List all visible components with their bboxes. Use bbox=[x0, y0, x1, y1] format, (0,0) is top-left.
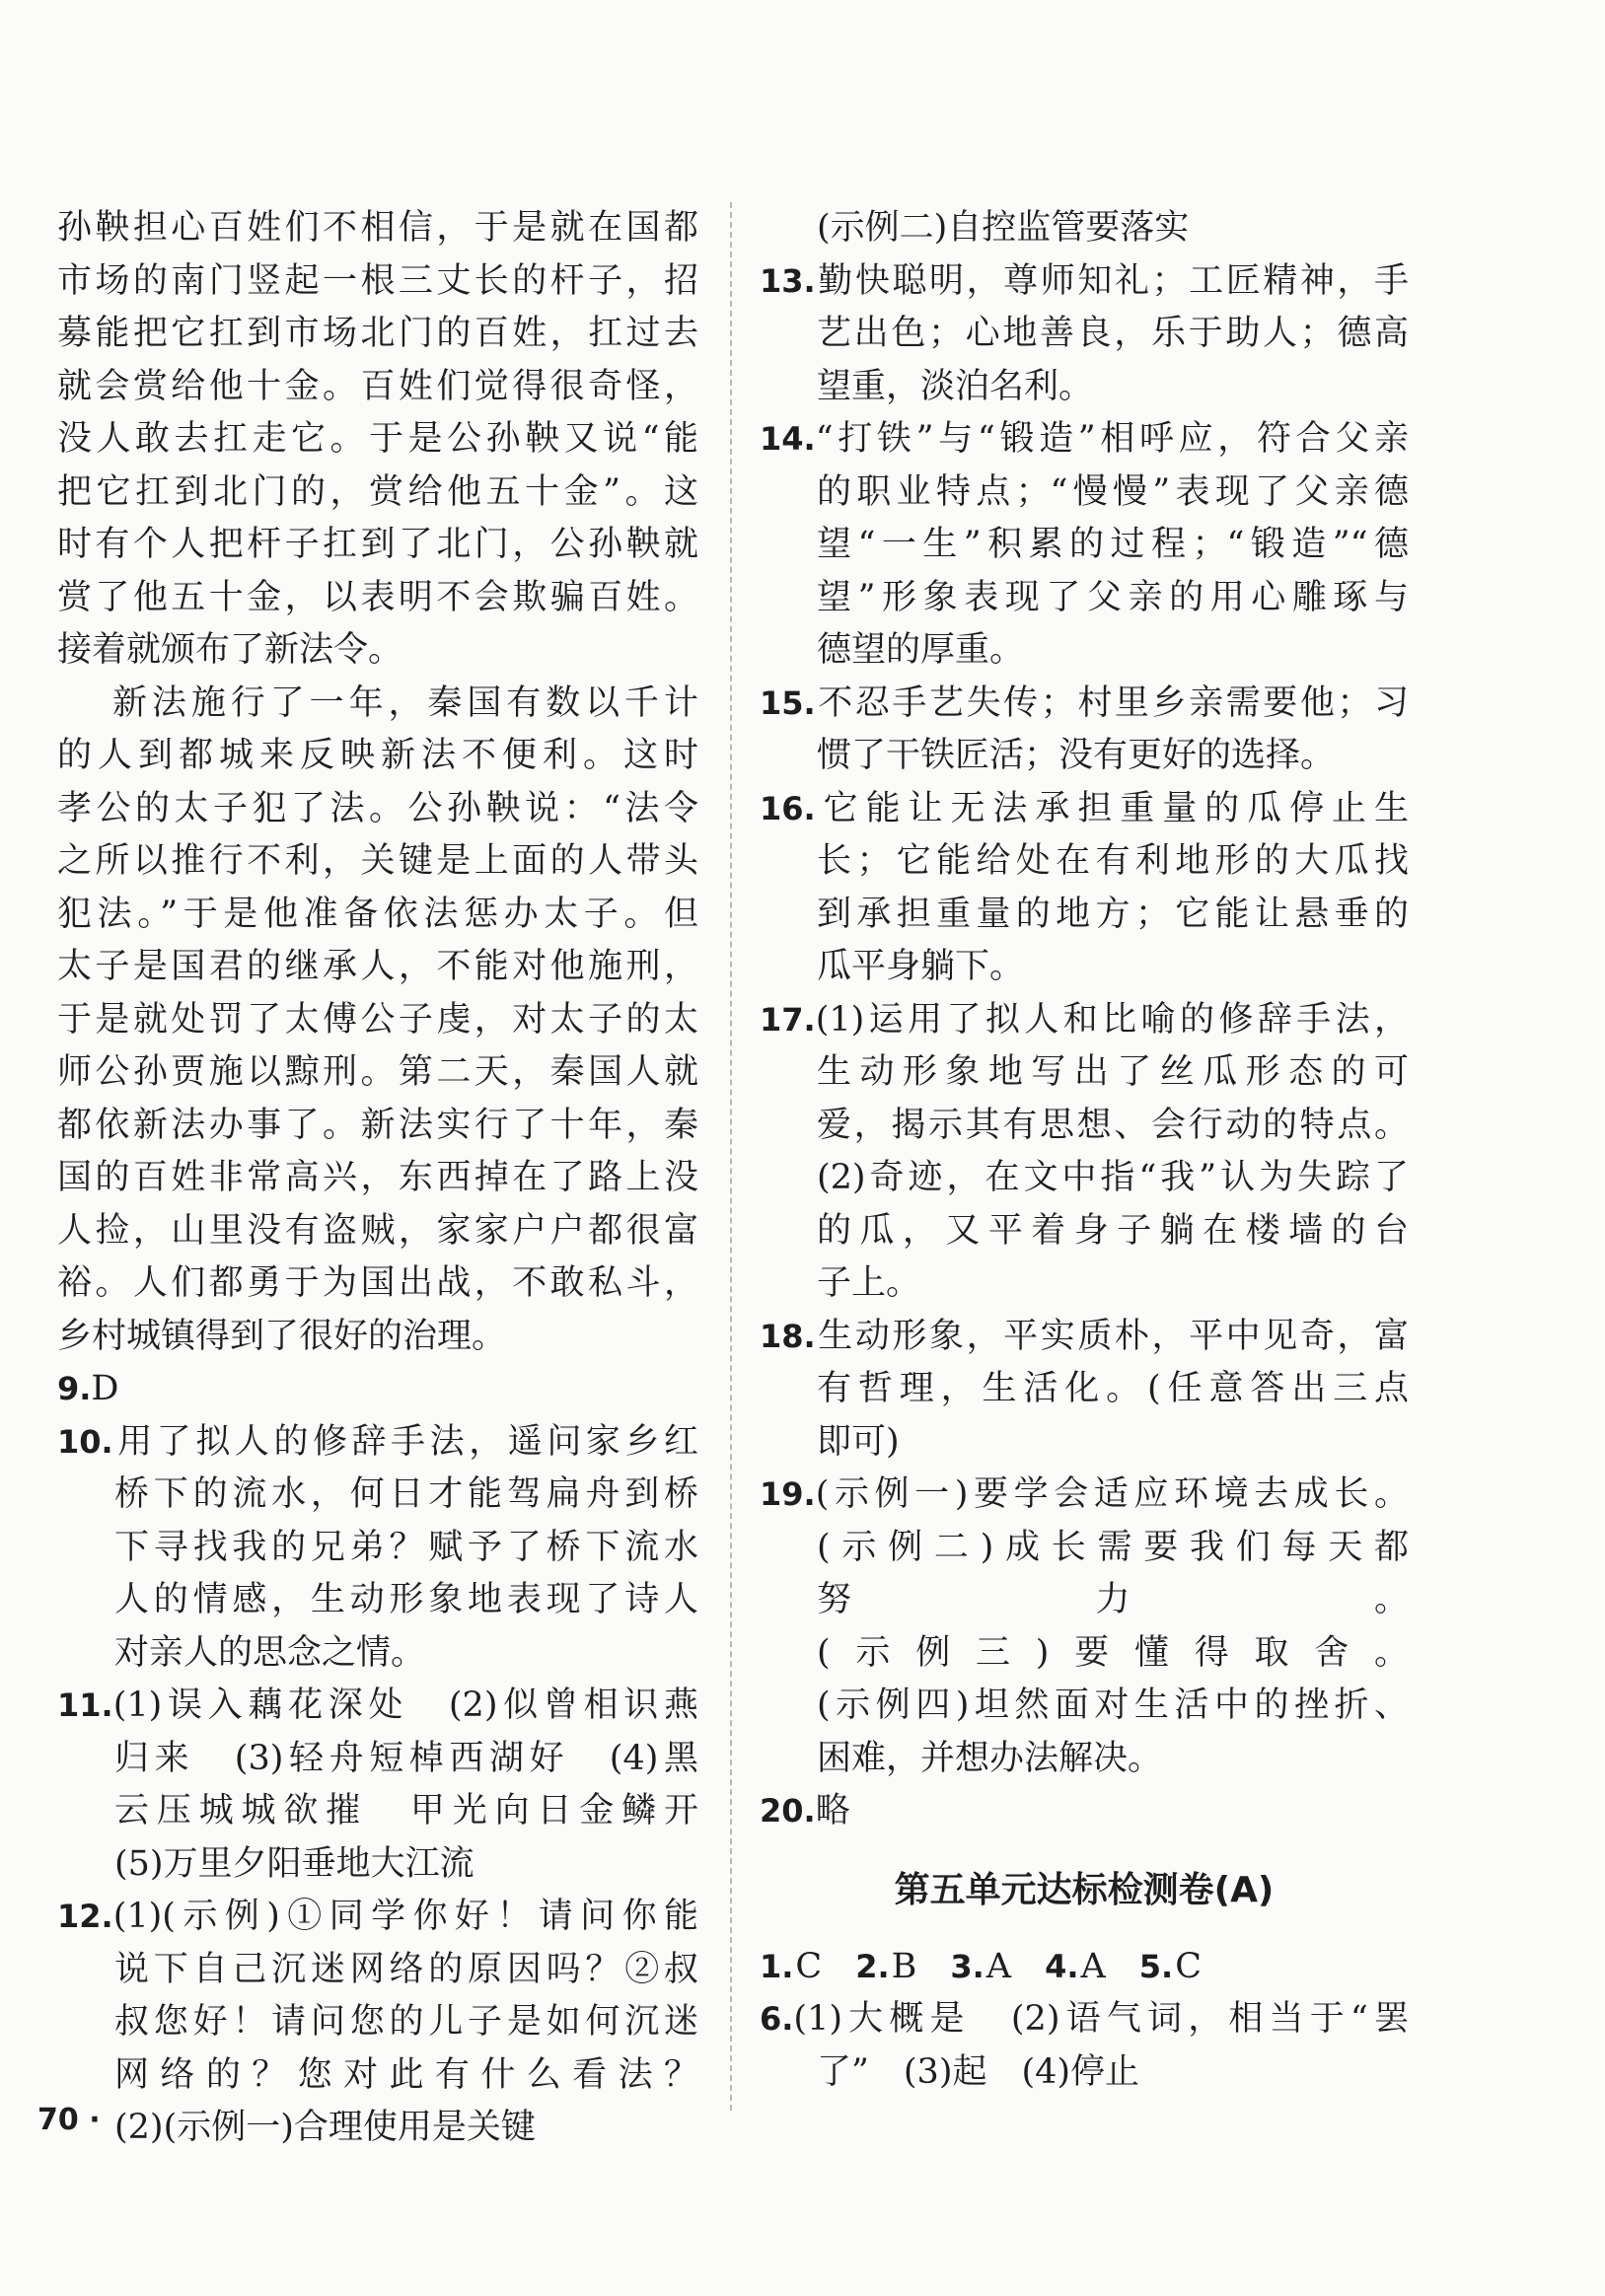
answer-item bbox=[760, 994, 1409, 1311]
multiple-choice-answers bbox=[760, 1941, 1409, 1994]
answer-line: 子上。 bbox=[817, 1263, 921, 1303]
paragraph-line: 裕。人们都勇于为国出战，不敢私斗， bbox=[57, 1263, 698, 1303]
paragraph-line: 乡村城镇得到了很好的治理。 bbox=[57, 1316, 507, 1356]
paragraph-line: 把它扛到北门的，赏给他五十金”。这 bbox=[57, 471, 698, 512]
answer-line: (示例四)坦然面对生活中的挫折、 bbox=[817, 1686, 1409, 1725]
answer-text: 用了拟人的修辞手法，遥问家乡红 bbox=[112, 1421, 698, 1462]
answer-line: 网络的？您对此有什么看法？ bbox=[114, 2054, 698, 2095]
answer-text: (1)大概是 (2)语气词，相当于“罢 bbox=[793, 1999, 1409, 2039]
paragraph-line: 国的百姓非常高兴，东西掉在了路上没 bbox=[57, 1158, 698, 1197]
answer-choice: C bbox=[795, 1946, 823, 1986]
answer-item bbox=[760, 678, 1409, 783]
answer-text: (1)(示例)①同学你好！请问你能 bbox=[112, 1897, 698, 1936]
answer-line: 说下自己沉迷网络的原因吗？②叔 bbox=[114, 1949, 698, 1989]
left-column bbox=[57, 202, 698, 2155]
answer-line: 努力。 bbox=[817, 1580, 1409, 1619]
question-number: 1. bbox=[760, 1947, 794, 1985]
answer-text: 它能让无法承担重量的瓜停止生 bbox=[815, 788, 1409, 828]
answer-line: 对亲人的思念之情。 bbox=[114, 1632, 426, 1673]
question-number: 17. bbox=[760, 1000, 816, 1039]
question-number: 6. bbox=[760, 2000, 794, 2038]
answer-line: 叔您好！请问您的儿子是如何沉迷 bbox=[114, 2002, 698, 2042]
answer-line: 爱，揭示其有思想、会行动的特点。 bbox=[817, 1105, 1409, 1145]
answer-line: 桥下的流水，何日才能驾扁舟到桥 bbox=[114, 1474, 698, 1514]
answer-item bbox=[760, 783, 1409, 994]
paragraph-line: 市场的南门竖起一根三丈长的杆子，招 bbox=[57, 260, 698, 301]
answer-text: (1)误入藕花深处 (2)似曾相识燕 bbox=[112, 1686, 698, 1725]
answer-line: 困难，并想办法解决。 bbox=[817, 1738, 1163, 1778]
answer-line: 惯了干铁匠活；没有更好的选择。 bbox=[817, 736, 1336, 775]
paragraph-line: 的人到都城来反映新法不便利。这时 bbox=[57, 736, 698, 775]
paragraph-line: 就会赏给他十金。百姓们觉得很奇怪， bbox=[57, 366, 698, 406]
answer-line: 有哲理，生活化。(任意答出三点 bbox=[817, 1369, 1409, 1408]
answer-line bbox=[57, 1363, 698, 1416]
paragraph-line: 接着就颁布了新法令。 bbox=[57, 630, 403, 670]
answer-line bbox=[760, 1993, 1409, 2046]
paragraph-line: 募能把它扛到市场北门的百姓，扛过去 bbox=[57, 314, 698, 353]
answer-line bbox=[760, 1311, 1409, 1364]
answer-line: 下寻找我的兄弟？赋予了桥下流水 bbox=[114, 1527, 698, 1567]
question-number: 19. bbox=[760, 1475, 816, 1513]
answer-line: 归来 (3)轻舟短棹西湖好 (4)黑 bbox=[114, 1738, 698, 1778]
question-number: 15. bbox=[760, 683, 816, 722]
paragraph-line: 之所以推行不利，关键是上面的人带头 bbox=[57, 841, 698, 881]
answer-item bbox=[760, 1311, 1409, 1470]
question-number: 14. bbox=[760, 420, 816, 458]
question-number: 13. bbox=[760, 261, 816, 300]
answer-item bbox=[760, 255, 1409, 414]
answer-line bbox=[760, 994, 1409, 1047]
answer-line bbox=[760, 255, 1409, 309]
question-number: 5. bbox=[1138, 1947, 1174, 1985]
answer-line bbox=[57, 1891, 698, 1944]
column-divider bbox=[730, 202, 732, 2111]
question-number: 2. bbox=[855, 1947, 890, 1985]
answer-line: 的瓜，又平着身子躺在楼墙的台 bbox=[817, 1210, 1409, 1251]
paragraph-line: 没人敢去扛走它。于是公孙鞅又说“能 bbox=[57, 419, 698, 459]
question-number: 12. bbox=[57, 1898, 113, 1935]
answer-text: (1)运用了拟人和比喻的修辞手法， bbox=[815, 999, 1409, 1040]
answer-line: 即可) bbox=[817, 1421, 900, 1462]
paragraph-line: 犯法。”于是他准备依法惩办太子。但 bbox=[57, 894, 698, 934]
answer-line: 人的情感，生动形象地表现了诗人 bbox=[114, 1580, 698, 1619]
answer-choice: C bbox=[1175, 1946, 1202, 1986]
answer-item bbox=[57, 1680, 698, 1891]
answer-item bbox=[57, 1891, 698, 2155]
answer-line: 到承担重量的地方；它能让悬垂的 bbox=[817, 894, 1409, 934]
answer-text: 不忍手艺失传；村里乡亲需要他；习 bbox=[815, 682, 1409, 723]
answer-line: 望重，淡泊名利。 bbox=[817, 366, 1094, 406]
question-number: 20. bbox=[760, 1792, 816, 1830]
answer-line bbox=[760, 1785, 1409, 1838]
answer-line bbox=[760, 1469, 1409, 1522]
answer-text: 勤快聪明，尊师知礼；工匠精神，手 bbox=[815, 260, 1409, 301]
continuation-line: (示例二)自控监管要落实 bbox=[817, 208, 1190, 248]
answer-line: 艺出色；心地善良，乐于助人；德高 bbox=[817, 314, 1409, 353]
answer-line: 望“一生”积累的过程；“锻造”“德 bbox=[817, 525, 1409, 564]
answer-line: 德望的厚重。 bbox=[817, 630, 1025, 670]
answer-line: 了” (3)起 (4)停止 bbox=[817, 2051, 1140, 2092]
question-number: 16. bbox=[760, 789, 816, 827]
answer-item bbox=[760, 1469, 1409, 1785]
answer-item bbox=[760, 413, 1409, 678]
question-number: 9. bbox=[57, 1370, 92, 1407]
answer-line bbox=[57, 1416, 698, 1470]
answer-text: D bbox=[91, 1369, 119, 1408]
answer-text: “打铁”与“锻造”相呼应，符合父亲 bbox=[815, 419, 1409, 459]
answer-item bbox=[760, 1785, 1409, 1838]
answer-text: 略 bbox=[815, 1791, 850, 1830]
answer-choice: A bbox=[1080, 1946, 1106, 1986]
right-column bbox=[760, 202, 1409, 2099]
answer-line bbox=[57, 1680, 698, 1733]
paragraph-line: 于是就处罚了太傅公子虔，对太子的太 bbox=[57, 999, 698, 1040]
answer-choice: A bbox=[985, 1946, 1012, 1986]
answer-item bbox=[57, 1363, 698, 1416]
paragraph-line: 人捡，山里没有盗贼，家家户户都很富 bbox=[57, 1210, 698, 1251]
answer-line bbox=[760, 678, 1409, 731]
question-number: 10. bbox=[57, 1422, 113, 1461]
answer-text: 生动形象，平实质朴，平中见奇，富 bbox=[815, 1316, 1409, 1356]
paragraph-line: 时有个人把杆子扛到了北门，公孙鞅就 bbox=[57, 525, 698, 564]
paragraph-line: 新法施行了一年，秦国有数以千计 bbox=[112, 682, 698, 723]
paragraph-line: 孝公的太子犯了法。公孙鞅说：“法令 bbox=[57, 788, 698, 828]
answer-line bbox=[760, 413, 1409, 466]
question-number: 4. bbox=[1045, 1947, 1079, 1985]
answer-line: 的职业特点；“慢慢”表现了父亲德 bbox=[817, 471, 1409, 512]
answer-line: 长；它能给处在有利地形的大瓜找 bbox=[817, 841, 1409, 881]
paragraph-line: 太子是国君的继承人，不能对他施刑， bbox=[57, 947, 698, 986]
question-number: 11. bbox=[57, 1686, 113, 1724]
answer-choice: B bbox=[891, 1946, 917, 1986]
answer-line: (示例二)成长需要我们每天都 bbox=[817, 1527, 1409, 1567]
paragraph-line: 师公孙贾施以黥刑。第二天，秦国人就 bbox=[57, 1052, 698, 1092]
page-number: 70 · bbox=[37, 2103, 101, 2137]
paragraph-line: 赏了他五十金，以表明不会欺骗百姓。 bbox=[57, 577, 698, 617]
answer-line: (示例三)要懂得取舍。 bbox=[817, 1632, 1409, 1673]
answer-line: 云压城城欲摧 甲光向日金鳞开 bbox=[114, 1791, 698, 1830]
answer-line: 望”形象表现了父亲的用心雕琢与 bbox=[817, 577, 1409, 617]
answer-line: 瓜平身躺下。 bbox=[817, 947, 1025, 986]
question-number: 18. bbox=[760, 1317, 816, 1355]
question-number: 3. bbox=[950, 1947, 985, 1985]
paragraph-line: 孙鞅担心百姓们不相信，于是就在国都 bbox=[57, 208, 698, 248]
paragraph-line: 都依新法办事了。新法实行了十年，秦 bbox=[57, 1105, 698, 1145]
answer-item bbox=[760, 1993, 1409, 2099]
section-title: 第五单元达标检测卷(A) bbox=[894, 1869, 1275, 1910]
answer-line: 生动形象地写出了丝瓜形态的可 bbox=[817, 1052, 1409, 1092]
answer-line bbox=[760, 783, 1409, 836]
answer-line: (2)奇迹，在文中指“我”认为失踪了 bbox=[817, 1158, 1409, 1197]
answer-item bbox=[57, 1416, 698, 1681]
answer-line: (5)万里夕阳垂地大江流 bbox=[114, 1843, 474, 1884]
answer-line: (2)(示例一)合理使用是关键 bbox=[114, 2108, 536, 2147]
answer-text: (示例一)要学会适应环境去成长。 bbox=[815, 1474, 1409, 1514]
